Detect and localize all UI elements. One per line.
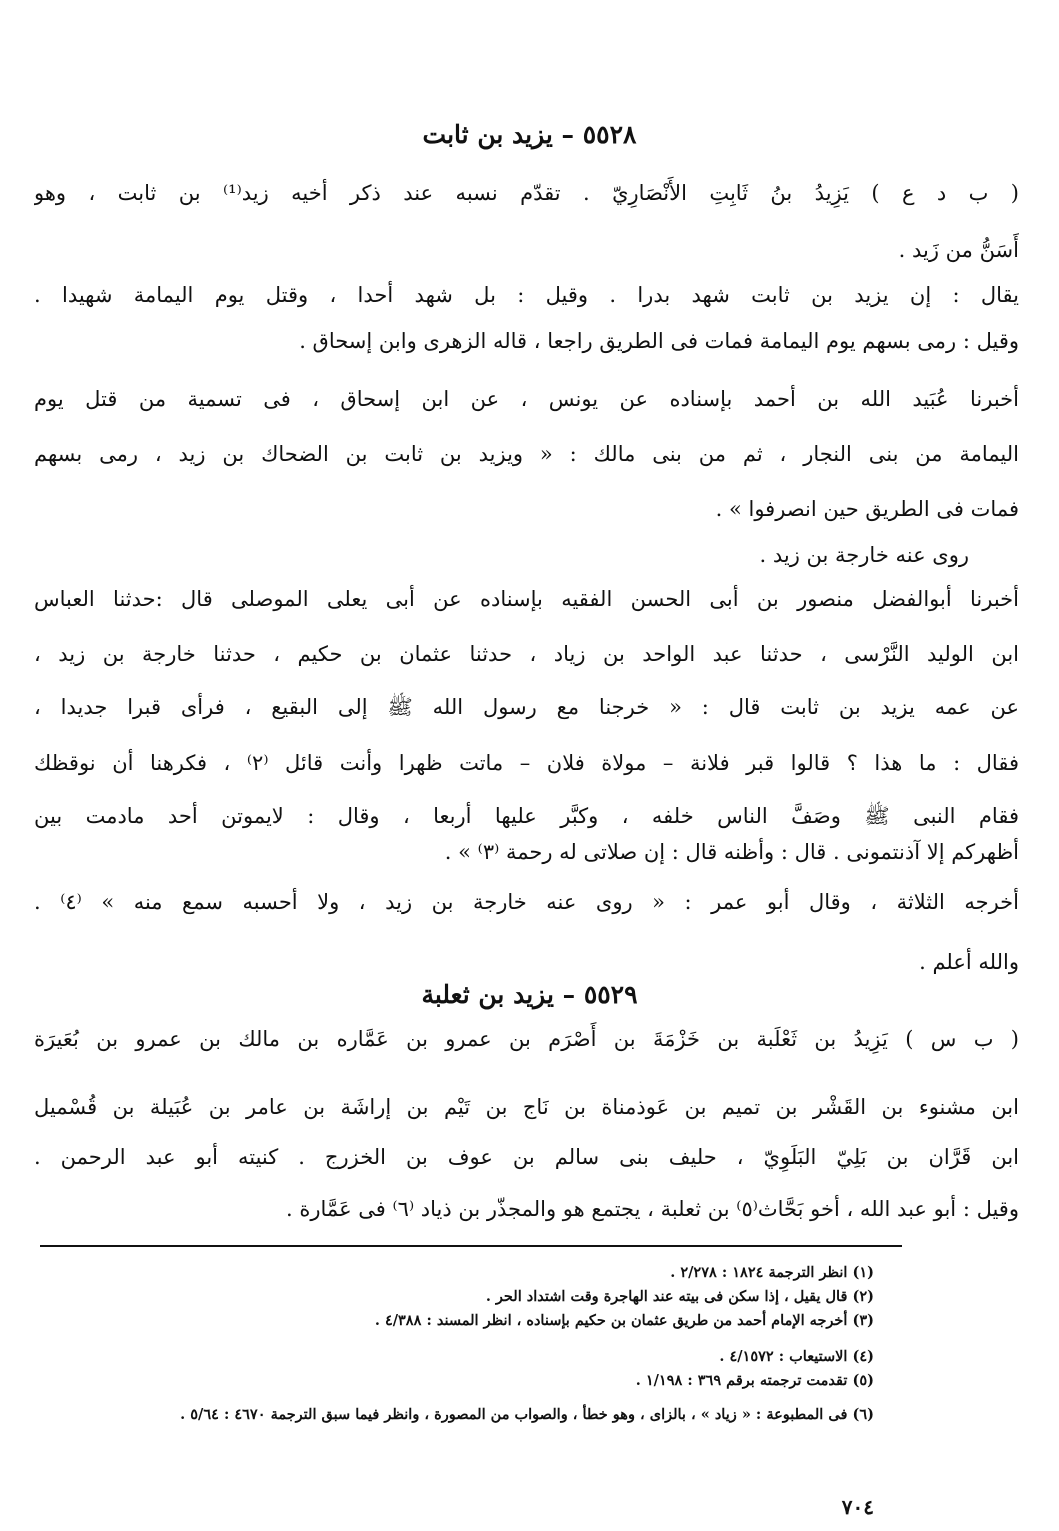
text-line: اليمامة من بنى النجار ، ثم من بنى مالك : « ويزيد بن ثابت بن الضحاك بن زيد ، رمى بسهم [34, 442, 1019, 466]
footnote: (٤) الاستيعاب : ٤/١٥٧٢ . [719, 1348, 874, 1365]
footnote: (٥) تقدمت ترجمته برقم ٣٦٩ : ١/١٩٨ . [635, 1372, 874, 1389]
footnote-divider [40, 1245, 902, 1247]
text-line: ( ب د ع ) يَزِيدُ بنُ ثَابِتِ الأَنْصَارِيّ . تقدّم نسبه عند ذكر أخيه زيد⁽¹⁾ بن ثابت ، وهو [34, 181, 1019, 205]
entry-heading-5529: ٥٥٢٩ – يزيد بن ثعلبة [421, 980, 638, 1009]
text-line: أخبرنا عُبَيد الله بن أحمد بإسناده عن يونس ، عن ابن إسحاق ، فى تسمية من قتل يوم [34, 387, 1019, 411]
page-number: ٧٠٤ [841, 1495, 874, 1519]
footnote: (٢) قال يقيل ، إذا سكن فى بيته عند الهاجرة وقت اشتداد الحر . [485, 1288, 874, 1305]
footnote: (٦) فى المطبوعة : « زياد » ، بالزاى ، وهو خطأ ، والصواب من المصورة ، وانظر فيما سبق الترجمة ٤٦٧٠ : ٥/٦٤ . [180, 1406, 874, 1423]
text-line: وقيل : أبو عبد الله ، أخو بَحَّاث⁽٥⁾ بن ثعلبة ، يجتمع هو والمجذّر بن ذياد ⁽٦⁾ فى عَمَّارة . [286, 1197, 1019, 1221]
text-line: ( ب س ) يَزِيدُ بن ثَعْلَبة بن خَزْمَةَ بن أَصْرَم بن عمرو بن عَمَّاره بن مالك بن عمرو بن بُعَيرَة [34, 1027, 1019, 1051]
text-line: ابن مشنوء بن القَشْر بن تميم بن عَوذمناة بن نَاج بن تَيْم بن إراشَة بن عامر بن عُبَيلة بن قُسْميل [34, 1095, 1019, 1119]
text-line: أَسَنُّ من زَيد . [898, 238, 1019, 262]
text-line: فقام النبى ﷺ وصَفَّ الناس خلفه ، وكبَّر عليها أربعا ، وقال : لايموتن أحد مادمت بين [34, 804, 1019, 828]
text-line: وقيل : رمى بسهم يوم اليمامة فمات فى الطريق راجعا ، قاله الزهرى وابن إسحاق . [299, 329, 1019, 353]
text-line: عن عمه يزيد بن ثابت قال : « خرجنا مع رسول الله ﷺ إلى البقيع ، فرأى قبرا جديدا ، [34, 695, 1019, 719]
text-line: والله أعلم . [919, 950, 1019, 974]
text-line: أظهركم إلا آذنتمونى . قال : وأظنه قال : إن صلاتى له رحمة ⁽٣⁾ » . [444, 840, 1019, 864]
text-line: أخرجه الثلاثة ، وقال أبو عمر : « روى عنه خارجة بن زيد ، ولا أحسبه سمع منه » ⁽٤⁾ . [34, 890, 1019, 914]
footnote: (١) انظر الترجمة ١٨٢٤ : ٢/٢٧٨ . [670, 1264, 874, 1281]
entry-heading-5528: ٥٥٢٨ – يزيد بن ثابت [422, 120, 637, 149]
text-line: فمات فى الطريق حين انصرفوا » . [715, 497, 1019, 521]
text-line: ابن الوليد النَّرْسى ، حدثنا عبد الواحد بن زياد ، حدثنا عثمان بن حكيم ، حدثنا خارجة بن زيد ، [34, 642, 1019, 666]
text-line: ابن قَرَّان بن بَلِيّ البَلَوِيّ ، حليف بنى سالم بن عوف بن الخزرج . كنيته أبو عبد الرحمن . [34, 1145, 1019, 1169]
text-line: روى عنه خارجة بن زيد . [759, 543, 969, 567]
text-line: أخبرنا أبوالفضل منصور بن أبى الحسن الفقيه بإسناده عن أبى يعلى الموصلى قال :حدثنا العباس [34, 587, 1019, 611]
footnote: (٣) أخرجه الإمام أحمد من طريق عثمان بن حكيم بإسناده ، انظر المسند : ٤/٣٨٨ . [374, 1312, 874, 1329]
text-line: يقال : إن يزيد بن ثابت شهد بدرا . وقيل : بل شهد أحدا ، وقتل يوم اليمامة شهيدا . [34, 283, 1019, 307]
text-line: فقال : ما هذا ؟ قالوا قبر فلانة – مولاة فلان – ماتت ظهرا وأنت قائل ⁽٢⁾ ، فكرهنا أن نوقظك [34, 751, 1019, 775]
